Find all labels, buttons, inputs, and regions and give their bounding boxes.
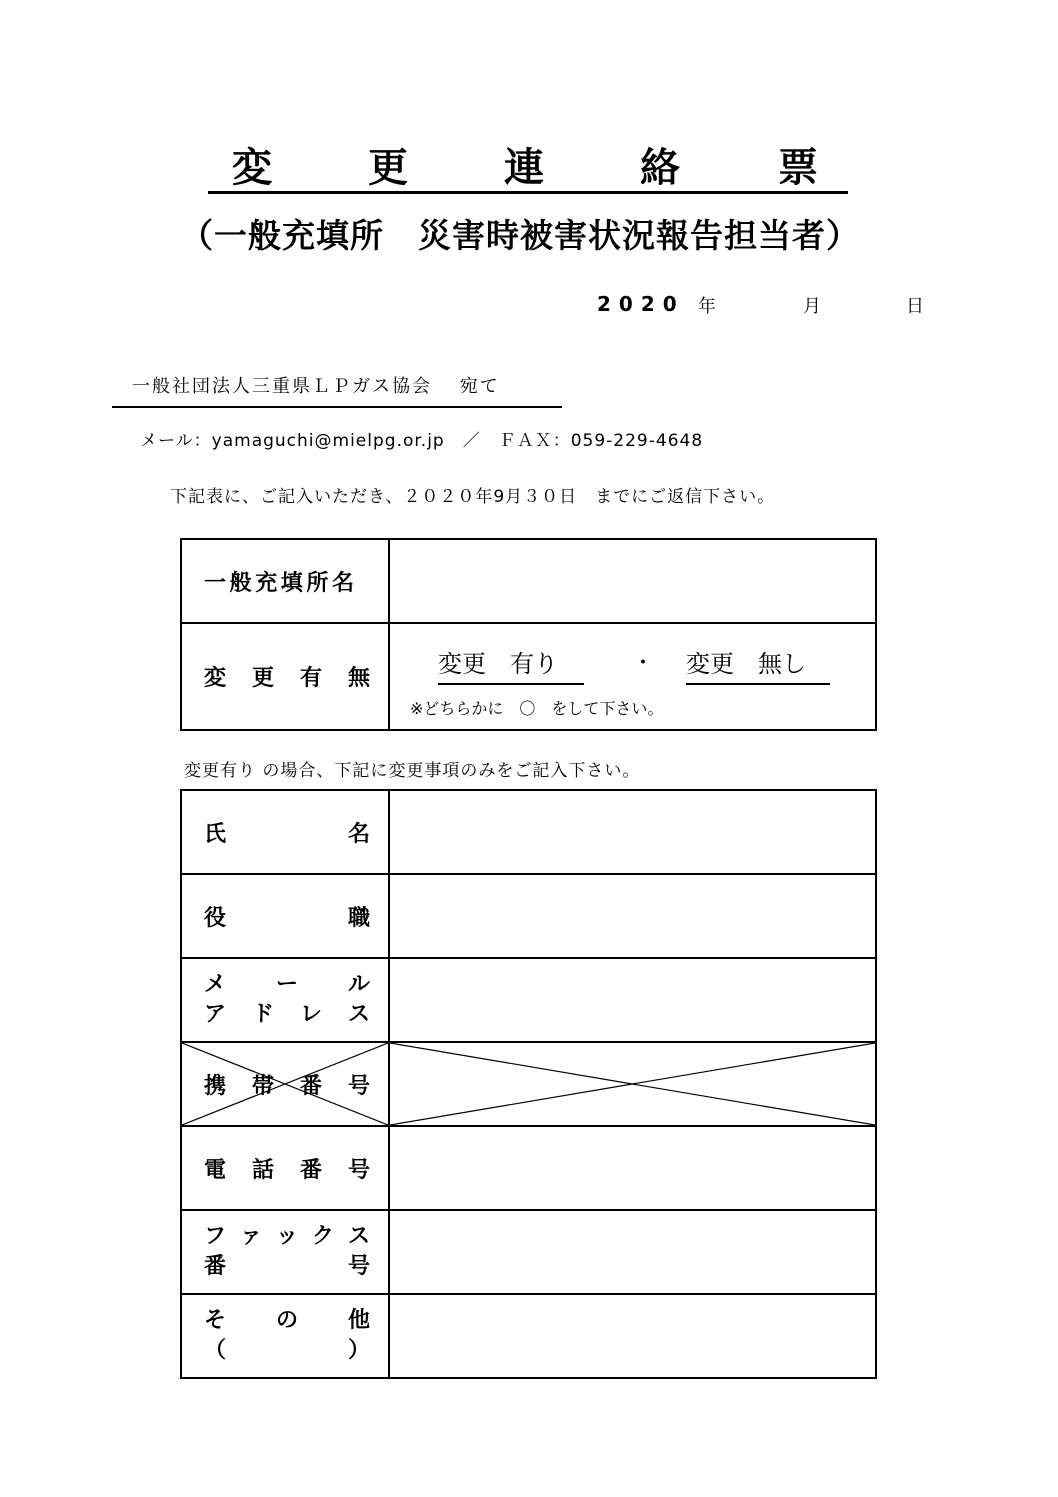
position-field[interactable] bbox=[389, 874, 876, 958]
contact-info: メール：yamaguchi@mielpg.or.jp ／ ＦＡＸ：059-229-4648 bbox=[140, 431, 704, 451]
date-year-label: 年 bbox=[698, 296, 716, 317]
label-char: 名 bbox=[331, 570, 354, 596]
document-title bbox=[208, 128, 848, 194]
label-char: 無 bbox=[347, 666, 370, 691]
title-char: 更 bbox=[368, 145, 408, 191]
label-char: 充 bbox=[255, 570, 278, 596]
label-char: ア bbox=[204, 1002, 227, 1027]
label-char: 他 bbox=[347, 1308, 370, 1333]
label-char: 番 bbox=[299, 1157, 322, 1183]
change-status-label bbox=[181, 623, 389, 730]
label-char: 職 bbox=[347, 905, 370, 931]
change-yes-option[interactable]: 変更 有り bbox=[438, 644, 584, 685]
facility-table bbox=[180, 538, 877, 731]
email-field[interactable] bbox=[389, 958, 876, 1042]
label-char: 携 bbox=[204, 1073, 227, 1099]
choice-note: ※どちらかに 〇 をして下さい。 bbox=[410, 699, 664, 718]
addressee-underline bbox=[112, 406, 562, 408]
label-char: ス bbox=[347, 1002, 370, 1027]
label-char: 氏 bbox=[204, 821, 227, 847]
label-char: 般 bbox=[229, 570, 252, 596]
instruction-text: 下記表に、ご記入いただき、２０２０年9月３０日 までにご返信下さい。 bbox=[170, 487, 776, 507]
label-char: ） bbox=[347, 1338, 370, 1363]
date-month-label: 月 bbox=[803, 296, 821, 317]
strike-cross-icon bbox=[390, 1043, 875, 1125]
title-char: 変 bbox=[232, 145, 272, 191]
mobile-label bbox=[181, 1042, 389, 1126]
label-char: ー bbox=[275, 972, 298, 997]
label-char: ァ bbox=[239, 1224, 262, 1249]
label-char: 号 bbox=[347, 1157, 370, 1183]
label-char: ド bbox=[251, 1002, 274, 1027]
label-char: 有 bbox=[299, 666, 322, 691]
title-char: 絡 bbox=[640, 145, 680, 191]
label-char: 帯 bbox=[251, 1073, 274, 1099]
contact-table bbox=[180, 789, 877, 1379]
position-label bbox=[181, 874, 389, 958]
addressee: 一般社団法人三重県ＬＰガス協会 宛て bbox=[132, 376, 500, 397]
title-char: 連 bbox=[504, 145, 544, 191]
fax-label bbox=[181, 1210, 389, 1294]
label-char: 番 bbox=[299, 1073, 322, 1099]
label-char: の bbox=[275, 1308, 298, 1333]
title-char: 票 bbox=[778, 145, 818, 191]
other-field[interactable] bbox=[389, 1294, 876, 1378]
facility-name-field[interactable] bbox=[389, 539, 876, 623]
label-char: ク bbox=[311, 1224, 334, 1249]
label-char: 一 bbox=[204, 570, 227, 596]
label-char: 号 bbox=[347, 1254, 370, 1279]
label-char: レ bbox=[299, 1002, 322, 1027]
label-char: 番 bbox=[204, 1254, 227, 1279]
label-char: ル bbox=[347, 972, 370, 997]
mobile-field-struck bbox=[389, 1042, 876, 1126]
phone-label bbox=[181, 1126, 389, 1210]
date-year: 2020 bbox=[597, 292, 685, 316]
label-char: 填 bbox=[280, 570, 303, 596]
label-char: 変 bbox=[204, 666, 227, 691]
other-label bbox=[181, 1294, 389, 1378]
label-char: 名 bbox=[347, 821, 370, 847]
label-char: 電 bbox=[204, 1157, 227, 1183]
label-char: （ bbox=[204, 1338, 227, 1363]
document-subtitle: （一般充填所 災害時被害状況報告担当者） bbox=[180, 216, 860, 255]
label-char: ッ bbox=[275, 1224, 298, 1249]
label-char: メ bbox=[204, 972, 227, 997]
date-day-label: 日 bbox=[906, 296, 924, 317]
label-char: 号 bbox=[347, 1073, 370, 1099]
change-status-field bbox=[389, 623, 876, 730]
label-char: 更 bbox=[251, 666, 274, 691]
facility-name-label bbox=[181, 539, 389, 623]
label-char: 役 bbox=[204, 905, 227, 931]
phone-field[interactable] bbox=[389, 1126, 876, 1210]
option-separator: ・ bbox=[632, 651, 655, 676]
email-label bbox=[181, 958, 389, 1042]
name-label bbox=[181, 790, 389, 874]
label-char: 話 bbox=[251, 1157, 274, 1183]
change-no-option[interactable]: 変更 無し bbox=[686, 644, 830, 685]
fax-field[interactable] bbox=[389, 1210, 876, 1294]
label-char: フ bbox=[204, 1224, 227, 1249]
name-field[interactable] bbox=[389, 790, 876, 874]
change-instruction: 変更有り の場合、下記に変更事項のみをご記入下さい。 bbox=[184, 761, 641, 781]
label-char: 所 bbox=[306, 570, 329, 596]
label-char: そ bbox=[204, 1308, 227, 1333]
label-char: ス bbox=[347, 1224, 370, 1249]
